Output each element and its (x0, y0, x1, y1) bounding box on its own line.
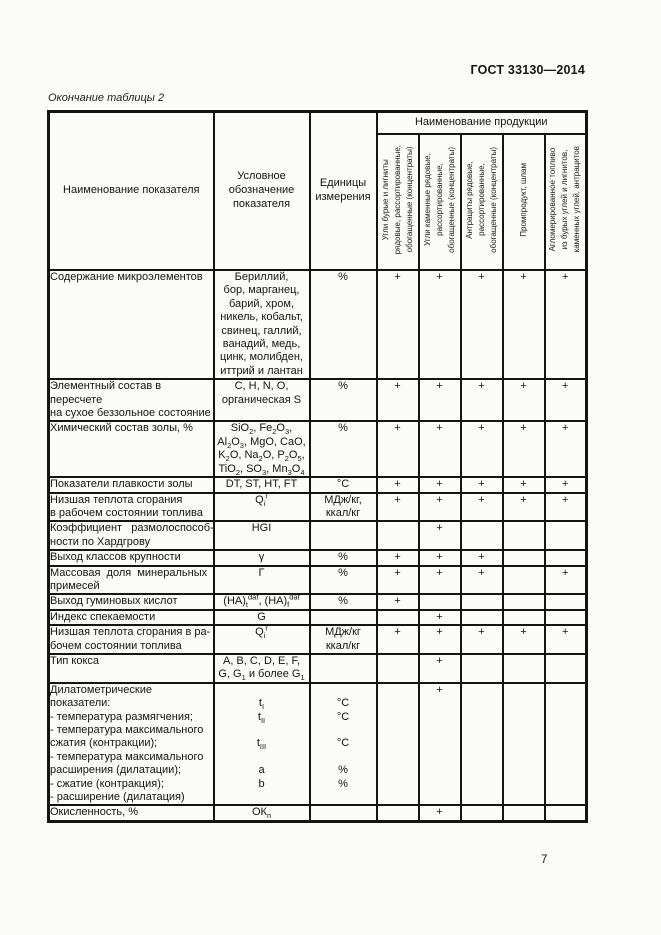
header-product-agglomerated-fuel (545, 134, 587, 270)
mark-cell: + (419, 550, 461, 565)
mark-cell: + (545, 625, 587, 654)
indicator-name-cell: Массовая доля минеральных примесей (49, 566, 214, 595)
mark-cell: + (461, 566, 503, 595)
indicator-name-cell: Дилатометрические показатели: - температура размягчения; - температура максимального сжатия (контракции); - температура максимального расширения (дилатации); - сжатие (контракция); - расширение (дилатация) (49, 683, 214, 806)
table-row (49, 270, 587, 379)
indicator-name-cell: Коэффициент размолоспособ- ности по Хардгрову (49, 521, 214, 550)
indicator-name-cell: Тип кокса (49, 654, 214, 683)
table-row (49, 625, 587, 654)
mark-cell: + (377, 550, 419, 565)
vertical-label: Антрациты рядовые, рассортированные, обогащенные (концентраты) (464, 146, 498, 253)
mark-cell (503, 654, 545, 683)
header-indicator-name: Наименование показателя (49, 112, 214, 271)
mark-cell: + (545, 566, 587, 595)
page-number: 7 (541, 854, 548, 866)
symbol-cell: HGI (214, 521, 310, 550)
mark-cell: + (503, 477, 545, 492)
mark-cell: + (419, 805, 461, 821)
table-body (49, 270, 587, 821)
mark-cell: + (377, 625, 419, 654)
mark-cell: + (419, 521, 461, 550)
table-row (49, 493, 587, 522)
vertical-label: Угли каменные рядовые, рассортированные, обогащенные (концентраты) (422, 146, 456, 253)
header-products-group: Наименование продукции (377, 112, 587, 135)
indicator-name-cell: Окисленность, % (49, 805, 214, 821)
indicator-name-cell: Низшая теплота сгорания в рабочем состоянии топлива (49, 493, 214, 522)
mark-cell (545, 610, 587, 625)
mark-cell (377, 521, 419, 550)
units-cell: МДж/кг, ккал/кг (310, 493, 377, 522)
mark-cell (545, 805, 587, 821)
mark-cell (503, 566, 545, 595)
indicators-table (47, 110, 588, 823)
header-product-brown-coals (377, 134, 419, 270)
mark-cell: + (461, 379, 503, 421)
indicator-name-cell: Низшая теплота сгорания в ра- бочем состоянии топлива (49, 625, 214, 654)
symbol-cell: G (214, 610, 310, 625)
header-product-hard-coals (419, 134, 461, 270)
symbol-cell: $Q_i^r$ (214, 625, 310, 654)
table-row (49, 379, 587, 421)
symbol-cell: Бериллий, бор, марганец, барий, хром, никель, кобальт, свинец, галлий, ванадий, медь, цинк, молибден, иттрий и лантан (214, 270, 310, 379)
mark-cell: + (377, 566, 419, 595)
mark-cell (545, 550, 587, 565)
mark-cell (503, 805, 545, 821)
mark-cell: + (461, 270, 503, 379)
units-cell (310, 610, 377, 625)
units-cell: °С (310, 477, 377, 492)
mark-cell: + (503, 625, 545, 654)
indicator-name-cell: Индекс спекаемости (49, 610, 214, 625)
vertical-label: Промпродукт, шлам (518, 162, 528, 237)
units-cell: % (310, 594, 377, 609)
units-cell: °С °С °С % % (310, 683, 377, 806)
header-product-anthracites (461, 134, 503, 270)
units-cell: % (310, 270, 377, 379)
mark-cell (461, 610, 503, 625)
mark-cell (545, 654, 587, 683)
mark-cell: + (419, 610, 461, 625)
mark-cell (419, 594, 461, 609)
table-header (49, 112, 587, 271)
mark-cell: + (377, 421, 419, 477)
indicator-name-cell: Элементный состав в пересчете на сухое беззольное состояние (49, 379, 214, 421)
symbol-cell: DT, ST, HT, FT (214, 477, 310, 492)
units-cell (310, 805, 377, 821)
mark-cell: + (419, 654, 461, 683)
indicator-name-cell: Выход классов крупности (49, 550, 214, 565)
table-row (49, 610, 587, 625)
indicator-name-cell: Показатели плавкости золы (49, 477, 214, 492)
mark-cell: + (377, 270, 419, 379)
mark-cell: + (545, 379, 587, 421)
mark-cell (377, 654, 419, 683)
mark-cell: + (377, 493, 419, 522)
table-row (49, 654, 587, 683)
mark-cell (545, 521, 587, 550)
mark-cell (503, 610, 545, 625)
table-row (49, 521, 587, 550)
table-header-row-top (49, 112, 587, 135)
symbol-cell: $(НА)_t^{daf}$, $(НА)_f^{daf}$ (214, 594, 310, 609)
mark-cell: + (545, 421, 587, 477)
table-row (49, 805, 587, 821)
units-cell: % (310, 550, 377, 565)
header-units: Единицы измерения (310, 112, 377, 271)
units-cell: % (310, 421, 377, 477)
mark-cell: + (419, 270, 461, 379)
indicator-name-cell: Содержание микроэлементов (49, 270, 214, 379)
mark-cell: + (419, 379, 461, 421)
mark-cell (503, 521, 545, 550)
indicator-name-cell: Химический состав золы, % (49, 421, 214, 477)
header-product-middlings-slurry (503, 134, 545, 270)
mark-cell (545, 594, 587, 609)
mark-cell: + (461, 477, 503, 492)
doc-number: ГОСТ 33130—2014 (470, 63, 585, 77)
table-row (49, 550, 587, 565)
mark-cell: + (419, 493, 461, 522)
table-row (49, 683, 587, 806)
mark-cell (377, 683, 419, 806)
mark-cell: + (545, 270, 587, 379)
mark-cell (377, 610, 419, 625)
mark-cell: + (419, 683, 461, 806)
header-symbol: Условное обозначение показателя (214, 112, 310, 271)
mark-cell (461, 594, 503, 609)
symbol-cell: $t_I$ $t_{II}$ $t_{III}$ a b (214, 683, 310, 806)
mark-cell: + (503, 379, 545, 421)
symbol-cell: SiO$_2$, $Fe_2O_3$, $Al_2O_3$, MgO, CaO, $K_2O$, $Na_2O$, $P_2O_5$, TiO$_2$, $SO_3$, $Mn_3O_4$ (214, 421, 310, 477)
symbol-cell: Г (214, 566, 310, 595)
mark-cell (377, 805, 419, 821)
units-cell (310, 654, 377, 683)
mark-cell: + (419, 625, 461, 654)
units-cell (310, 521, 377, 550)
mark-cell: + (503, 493, 545, 522)
table-row (49, 477, 587, 492)
mark-cell: + (377, 477, 419, 492)
mark-cell (503, 594, 545, 609)
mark-cell (545, 683, 587, 806)
mark-cell: + (377, 379, 419, 421)
mark-cell (461, 521, 503, 550)
symbol-cell: $Q_i^r$ (214, 493, 310, 522)
units-cell: % (310, 566, 377, 595)
table-caption: Окончание таблицы 2 (48, 92, 165, 104)
symbol-cell: С, H, N, O, органическая S (214, 379, 310, 421)
units-cell: МДж/кг ккал/кг (310, 625, 377, 654)
mark-cell: + (419, 421, 461, 477)
mark-cell: + (461, 625, 503, 654)
table-row (49, 566, 587, 595)
mark-cell (461, 683, 503, 806)
mark-cell (461, 654, 503, 683)
mark-cell: + (377, 594, 419, 609)
vertical-label: Агломерированное топливо из бурых углей и лигнитов, каменных углей, антрацитов (548, 146, 582, 253)
table-row (49, 594, 587, 609)
mark-cell: + (461, 493, 503, 522)
symbol-cell: A, B, C, D, E, F, G, $G_1$ и более $G_1$ (214, 654, 310, 683)
mark-cell: + (461, 550, 503, 565)
indicator-name-cell: Выход гуминовых кислот (49, 594, 214, 609)
mark-cell: + (545, 493, 587, 522)
mark-cell (461, 805, 503, 821)
table-row (49, 421, 587, 477)
units-cell: % (310, 379, 377, 421)
mark-cell: + (419, 477, 461, 492)
mark-cell (503, 550, 545, 565)
vertical-label: Угли бурые и лигниты рядовые, рассортированные, обогащенные (концентраты) (380, 144, 414, 255)
mark-cell (503, 683, 545, 806)
mark-cell: + (419, 566, 461, 595)
mark-cell: + (545, 477, 587, 492)
symbol-cell: $ОК_п$ (214, 805, 310, 821)
mark-cell: + (503, 421, 545, 477)
mark-cell: + (461, 421, 503, 477)
mark-cell: + (503, 270, 545, 379)
symbol-cell: γ (214, 550, 310, 565)
